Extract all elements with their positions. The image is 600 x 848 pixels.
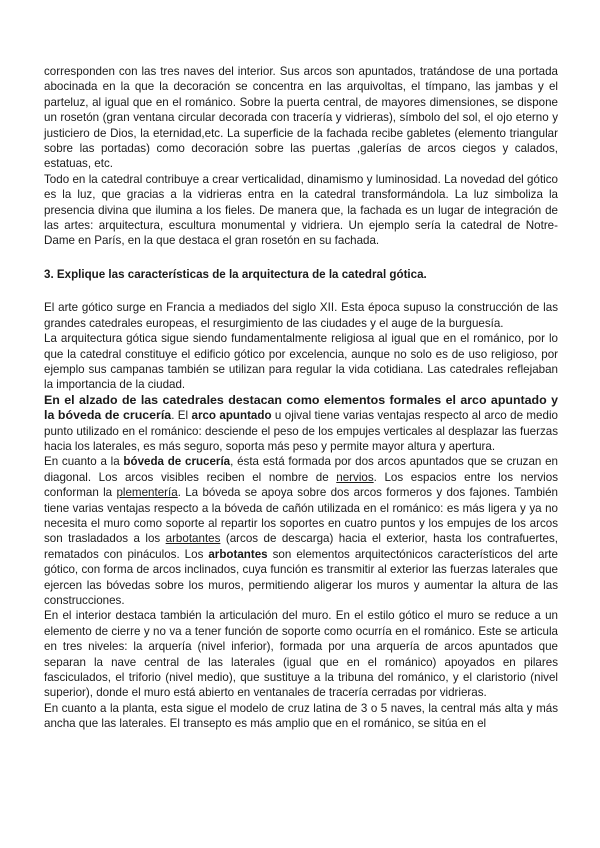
bold-arbotantes: arbotantes bbox=[208, 547, 268, 561]
document-page bbox=[44, 64, 558, 732]
paragraph-boveda bbox=[44, 454, 558, 608]
paragraph-luz: Todo en la catedral contribuye a crear verticalidad, dinamismo y luminosidad. La novedad del gótico es la luz, que gracias a la vidrieras entra en la catedral transformándola. La luz simboliza la presencia divina que ilumina a los fieles. De manera que, la fachada es un lugar de integración de las artes: arquitectura, escultura monumental y vidriera. Un ejemplo sería la catedral de Notre-Dame en París, en la que destaca el gran rosetón en su fachada. bbox=[44, 172, 558, 248]
text-fragment: . La bóveda se apoya sobre dos arcos formeros y dos fajones. También tiene varias ventajas respecto a la bóveda de cañón utilizada en el románico: es más ligera y ya no necesita el muro como soporte al repartir los soportes en cuatro puntos y los empujes de los arcos son trasladados a los bbox=[44, 486, 558, 546]
underline-nervios: nervios bbox=[336, 470, 374, 484]
text-fragment: En cuanto a la bbox=[44, 455, 124, 469]
bold-boveda: bóveda de crucería bbox=[123, 455, 231, 469]
underline-plementeria: plementería bbox=[116, 486, 178, 500]
paragraph-arco-apuntado bbox=[44, 393, 558, 455]
text-fragment: . El bbox=[171, 409, 192, 423]
section-heading: 3. Explique las características de la arquitectura de la catedral gótica. bbox=[44, 267, 427, 281]
bold-arco-apuntado: arco apuntado bbox=[191, 409, 272, 423]
text-fragment: son elementos arquitectónicos característicos del arte gótico, con forma de arcos inclinados, cuya función es transmitir al exterior las fuerzas laterales que ejercen las bóvedas sobre los muros, permitiendo aligerar los muros y aumentar la altura de las construcciones. bbox=[44, 547, 558, 607]
paragraph-planta: En cuanto a la planta, esta sigue el modelo de cruz latina de 3 o 5 naves, la central más alta y más ancha que las laterales. El transepto es más amplio que en el románico, se sitúa en el bbox=[44, 701, 558, 731]
text-fragment: . Los espacios entre los nervios conforman la bbox=[44, 470, 558, 500]
text-fragment: u ojival tiene varias ventajas respecto al arco de medio punto utilizado en el románico: desciende el peso de los empujes verticales al desplazar las fuerzas hacia los laterales, es más seguro, soporta más peso y permite mayor altura y apertura. bbox=[44, 409, 558, 453]
underline-arbotantes: arbotantes bbox=[165, 532, 221, 546]
bold-intro: En el alzado de las catedrales destacan como elementos formales el arco apuntado y la bóveda de crucería bbox=[44, 392, 558, 423]
paragraph-religiosa: La arquitectura gótica sigue siendo fundamentalmente religiosa al igual que en el románico, por lo que la catedral constituye el edificio gótico por excelencia, aunque no solo es de uso religioso, por ejemplo sus campanas también se utilizan para regular la vida cotidiana. Las catedrales reflejaban la importancia de la ciudad. bbox=[44, 332, 558, 392]
paragraph-muro: En el interior destaca también la articulación del muro. En el estilo gótico el muro se reduce a un elemento de cierre y no va a tener función de soporte como ocurría en el románico. Este se articula en tres niveles: la arquería (nivel inferior), formada por una arquería de arcos apuntados que separan la nave central de las laterales (igual que en el románico) apoyados en pilares fasciculados, el triforio (nivel medio), que sustituye a la tribuna del románico, y el claristorio (nivel superior), donde el muro está abierto en ventanales de tracería cerradas por vidrieras. bbox=[44, 609, 558, 700]
paragraph-origen: El arte gótico surge en Francia a mediados del siglo XII. Esta época supuso la construcción de las grandes catedrales europeas, el resurgimiento de las ciudades y el auge de la burguesía. bbox=[44, 301, 558, 330]
paragraph-portada: corresponden con las tres naves del interior. Sus arcos son apuntados, tratándose de una portada abocinada en la que la decoración se concentra en las arquivoltas, el tímpano, las jambas y el parteluz, al igual que en el románico. Sobre la puerta central, de mayores dimensiones, se dispone un rosetón (gran ventana circular decorada con tracería y vidrieras), símbolo del sol, el ojo eterno y justiciero de Dios, la eternidad,etc. La superficie de la fachada recibe gabletes (elemento triangular sobre las portadas) como decoración sobre las puertas ,galerías de arcos ciegos y calados, estatuas, etc. bbox=[44, 65, 558, 171]
text-fragment: , ésta está formada por dos arcos apuntados que se cruzan en diagonal. Los arcos visibles reciben el nombre de bbox=[44, 455, 559, 484]
text-fragment: (arcos de descarga) hacia el exterior, hasta los contrafuertes, rematados con pináculos. Los bbox=[44, 532, 558, 561]
